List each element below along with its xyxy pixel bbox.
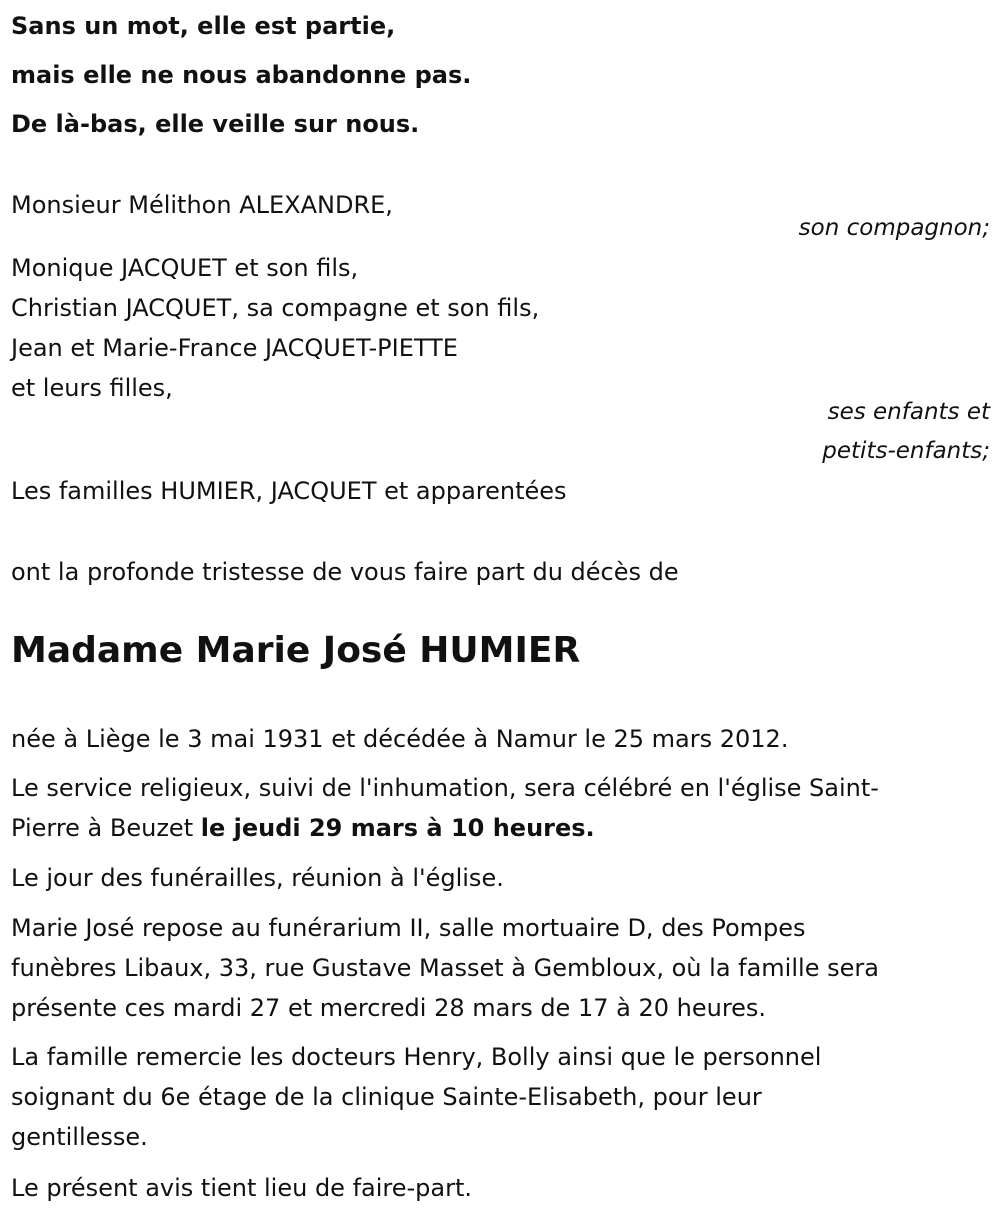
rest-line-2: funèbres Libaux, 33, rue Gustave Masset à Gembloux, où la famille sera bbox=[11, 954, 879, 982]
children-line-2: Christian JACQUET, sa compagne et son fils, bbox=[11, 294, 540, 322]
children-role-line-1: ses enfants et bbox=[827, 399, 990, 425]
service-location: Pierre à Beuzet bbox=[11, 814, 201, 842]
companion-role: son compagnon; bbox=[798, 215, 990, 241]
birth-death-line: née à Liège le 3 mai 1931 et décédée à Namur le 25 mars 2012. bbox=[11, 725, 789, 753]
families-line: Les familles HUMIER, JACQUET et apparentées bbox=[11, 477, 567, 505]
thanks-line-3: gentillesse. bbox=[11, 1123, 148, 1151]
poem-line-1: Sans un mot, elle est partie, bbox=[11, 12, 396, 40]
meeting-line: Le jour des funérailles, réunion à l'église. bbox=[11, 864, 504, 892]
deceased-name: Madame Marie José HUMIER bbox=[11, 630, 581, 671]
service-date-time: le jeudi 29 mars à 10 heures. bbox=[200, 814, 595, 842]
children-line-3: Jean et Marie-France JACQUET-PIETTE bbox=[11, 334, 458, 362]
companion-name: Monsieur Mélithon ALEXANDRE, bbox=[11, 191, 393, 219]
rest-line-3: présente ces mardi 27 et mercredi 28 mars de 17 à 20 heures. bbox=[11, 994, 767, 1022]
children-line-4: et leurs filles, bbox=[11, 374, 173, 402]
poem-line-2: mais elle ne nous abandonne pas. bbox=[11, 61, 472, 89]
closing-line: Le présent avis tient lieu de faire-part. bbox=[11, 1174, 473, 1202]
thanks-line-1: La famille remercie les docteurs Henry, Bolly ainsi que le personnel bbox=[11, 1043, 822, 1071]
children-role-line-2: petits-enfants; bbox=[822, 438, 990, 464]
rest-line-1: Marie José repose au funérarium II, salle mortuaire D, des Pompes bbox=[11, 914, 806, 942]
thanks-line-2: soignant du 6e étage de la clinique Sainte-Elisabeth, pour leur bbox=[11, 1083, 762, 1111]
service-line-1: Le service religieux, suivi de l'inhumation, sera célébré en l'église Saint- bbox=[11, 774, 879, 802]
children-line-1: Monique JACQUET et son fils, bbox=[11, 254, 359, 282]
service-line-2 bbox=[11, 808, 595, 848]
poem-line-3: De là-bas, elle veille sur nous. bbox=[11, 110, 420, 138]
announcement-line: ont la profonde tristesse de vous faire part du décès de bbox=[11, 558, 679, 586]
